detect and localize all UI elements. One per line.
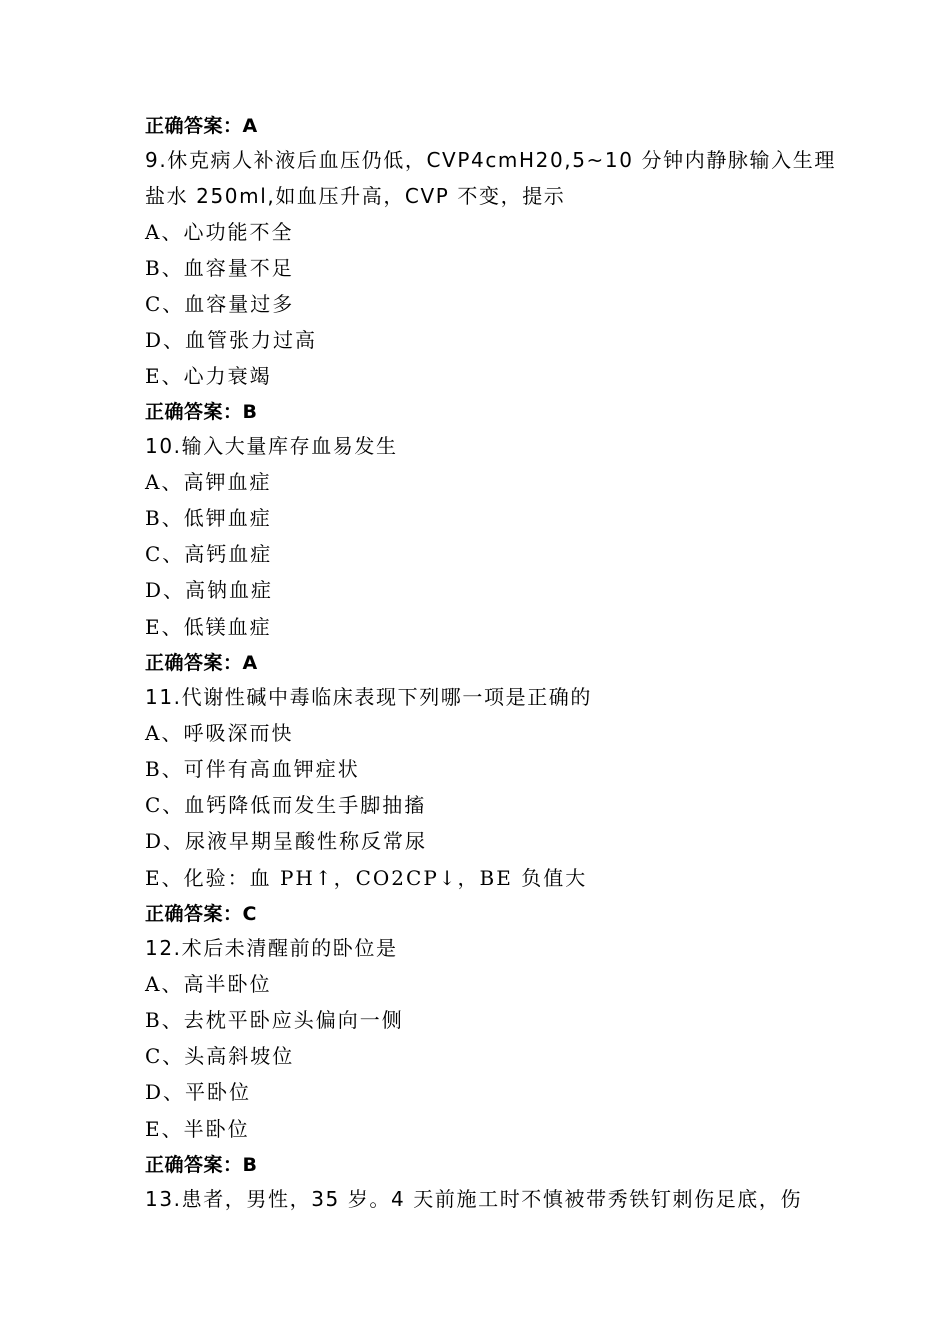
- option-line: D、平卧位: [145, 1080, 252, 1104]
- answer-line: 正确答案：C: [145, 903, 257, 925]
- answer-line: 正确答案：B: [145, 1154, 258, 1176]
- question-line: 10.输入大量库存血易发生: [145, 434, 398, 458]
- question-line: 12.术后未清醒前的卧位是: [145, 936, 398, 960]
- question-line: 13.患者，男性，35 岁。4 天前施工时不慎被带秀铁钉刺伤足底，伤: [145, 1187, 803, 1211]
- option-line: E、半卧位: [145, 1117, 250, 1141]
- option-line: D、血管张力过高: [145, 328, 318, 352]
- option-line: A、呼吸深而快: [145, 721, 294, 745]
- option-line: B、去枕平卧应头偏向一侧: [145, 1008, 404, 1032]
- answer-line: 正确答案：A: [145, 652, 258, 674]
- option-line: C、血钙降低而发生手脚抽搐: [145, 793, 427, 817]
- question-line: 9.休克病人补液后血压仍低，CVP4cmH20,5~10 分钟内静脉输入生理: [145, 148, 836, 172]
- option-line: C、头高斜坡位: [145, 1044, 295, 1068]
- option-line: D、尿液早期呈酸性称反常尿: [145, 829, 428, 853]
- option-line: B、血容量不足: [145, 256, 294, 280]
- option-line: A、心功能不全: [145, 220, 294, 244]
- answer-line: 正确答案：A: [145, 115, 258, 137]
- option-line: B、可伴有高血钾症状: [145, 757, 360, 781]
- option-line: A、高钾血症: [145, 470, 272, 494]
- question-line: 盐水 250ml,如血压升高，CVP 不变，提示: [145, 184, 566, 208]
- option-line: B、低钾血症: [145, 506, 272, 530]
- option-line: A、高半卧位: [145, 972, 272, 996]
- question-line: 11.代谢性碱中毒临床表现下列哪一项是正确的: [145, 685, 593, 709]
- option-line: E、低镁血症: [145, 615, 272, 639]
- option-line: C、高钙血症: [145, 542, 273, 566]
- answer-line: 正确答案：B: [145, 401, 258, 423]
- option-line: E、化验：血 PH↑，CO2CP↓，BE 负值大: [145, 866, 588, 890]
- option-line: D、高钠血症: [145, 578, 274, 602]
- option-line: C、血容量过多: [145, 292, 295, 316]
- option-line: E、心力衰竭: [145, 364, 272, 388]
